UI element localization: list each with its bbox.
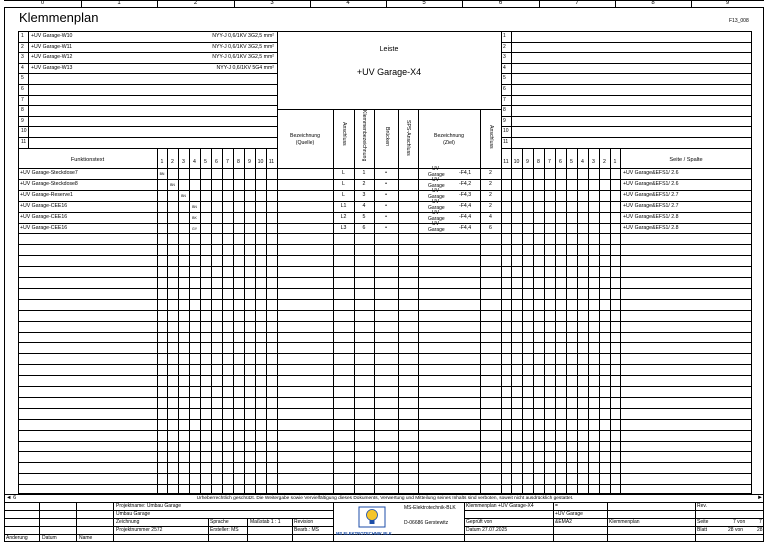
header-bottom [18, 168, 752, 169]
row-anschluss: L2 [340, 213, 347, 220]
row-klemme: 5 [362, 213, 366, 220]
row-mark: BK [192, 215, 197, 220]
row-ziel-bmk: -F4,1 [459, 170, 472, 176]
footer-company: MS-Elektrotechnik-BLK [404, 505, 456, 511]
row-ziel-b: Garage [428, 204, 445, 211]
header-anschluss-ziel: Anschluss [488, 125, 494, 149]
footer-line [464, 510, 764, 511]
mark-col-header-left: 2 [171, 159, 174, 165]
row-mark: GY [191, 226, 198, 231]
header-bezeichnung-ziel-sub: (Ziel) [443, 140, 455, 146]
middle-column-divider [480, 109, 481, 168]
table-row-line [18, 441, 752, 442]
table-row-line [18, 255, 752, 256]
table-row-line [18, 332, 752, 333]
copyright-notice: Urheberrechtlich geschützt. Die Weitergabe sowie Vervielfältigung dieses Dokuments, Verwertung und Mitteilung seines Inhalts sind verboten, soweit nicht ausdrücklich gestattet. [196, 496, 574, 501]
table-row-line [18, 310, 752, 311]
column-number-8: 8 [651, 0, 655, 6]
footer-datum-col: Datum [42, 535, 57, 541]
row-anschluss: L3 [340, 224, 347, 231]
table-row-line [18, 288, 752, 289]
table-row-line [18, 223, 752, 224]
row-ziel-a: UV [432, 166, 439, 172]
mark-col-header-left: 3 [182, 159, 185, 165]
cable-type: NYY-J 0,6/1KV 3G2,5 mm² [212, 43, 274, 50]
strip-label: Leiste [379, 46, 399, 53]
cable-number-left: 3 [21, 54, 24, 61]
cable-num-divider-left [28, 31, 29, 148]
column-divider [81, 0, 82, 7]
row-anschluss: L1 [340, 202, 347, 209]
cable-number-right: 8 [503, 107, 506, 114]
column-number-3: 3 [270, 0, 274, 6]
footer-address: D-06686 Gerstewitz [404, 520, 449, 526]
cable-row-line-left [18, 95, 277, 96]
cable-row-line-left [18, 84, 277, 85]
row-ziel-b: Garage [428, 215, 445, 222]
column-number-9: 9 [725, 0, 730, 6]
cable-row-line-right [501, 84, 752, 85]
cable-number-left: 10 [21, 128, 27, 135]
header-top-right [501, 148, 752, 149]
cable-number-right: 1 [503, 33, 506, 39]
column-number-6: 6 [498, 0, 503, 6]
cable-number-right: 6 [503, 86, 506, 92]
mark-col-header-left: 11 [268, 159, 275, 165]
row-ziel-a: UV [432, 187, 439, 194]
row-klemme: 2 [362, 180, 366, 187]
footer-rev: Rev. [697, 503, 707, 509]
cable-row-line-left [18, 126, 277, 127]
footer-divider [333, 502, 334, 542]
row-funktionstext: +UV Garage-CEE16 [20, 213, 68, 220]
header-klemmenbezeichnung: Klemmenbezeichnung [361, 110, 367, 162]
footer-projekt: Umbau Garage [116, 511, 151, 517]
mark-col-header-left: 4 [193, 159, 196, 165]
cable-number-left: 8 [21, 107, 24, 114]
column-divider [691, 0, 692, 7]
header-anschluss: Anschluss [341, 122, 347, 146]
footer-divider [39, 502, 40, 542]
cable-number-right: 3 [503, 54, 506, 61]
header-bruecken: Brücken [384, 127, 390, 147]
cable-row-line-right [501, 31, 752, 32]
page-back-indicator: ◄ 6 [6, 495, 17, 501]
row-bruecke: • [385, 213, 387, 220]
column-number-7: 7 [575, 0, 579, 6]
row-funktionstext: +UV Garage-Reserve1 [20, 191, 73, 198]
cable-number-left: 5 [21, 75, 24, 82]
cable-row-line-left [18, 73, 277, 74]
header-bezeichnung-ziel: Bezeichnung [434, 133, 464, 139]
footer-bearb: Bearb.: MS [294, 527, 320, 533]
cable-name: +UV Garage-W11 [31, 43, 72, 50]
company-logo-bulb-icon [356, 505, 388, 529]
cable-num-divider-right [511, 31, 512, 148]
cable-row-line-right [501, 137, 752, 138]
footer-divider [553, 502, 554, 542]
cable-number-right: 11 [503, 139, 509, 145]
row-seite-spalte: +UV Garage&EFS1/ 2.6 [623, 180, 679, 187]
mark-col-header-left: 5 [204, 159, 207, 165]
row-seite-spalte: +UV Garage&EFS1/ 2.8 [623, 213, 679, 220]
row-ziel-a: UV [432, 198, 439, 205]
row-ziel-bmk: -F4,4 [459, 202, 472, 209]
footer-revision: Revision [294, 519, 314, 525]
middle-column-divider [354, 109, 355, 168]
row-anschluss-ziel: 2 [489, 202, 492, 209]
table-row-line [18, 233, 752, 234]
footer-divider [292, 518, 293, 542]
table-row-line [18, 473, 752, 474]
table-row-line [18, 277, 752, 278]
footer-seite-value: 7 von [733, 519, 746, 525]
cable-type: NYY-J 0,6/1KV 3G2,5 mm² [212, 54, 274, 61]
row-seite-spalte: +UV Garage&EFS1/ 2.7 [623, 191, 679, 198]
row-anschluss-ziel: 2 [489, 170, 492, 176]
cable-name: +UV Garage-W12 [31, 54, 73, 61]
row-ziel-bmk: -F4,3 [459, 191, 472, 198]
table-row-line [18, 244, 752, 245]
table-row-line [18, 484, 752, 485]
footer-seite-total: 7 [759, 519, 762, 525]
footer-sprache: Sprache [210, 519, 229, 525]
middle-column-divider [374, 109, 375, 168]
column-number-4: 4 [346, 0, 350, 6]
table-row-line [18, 375, 752, 376]
middle-header-top [277, 109, 501, 110]
footer-datum: Datum 27.07.2025 [466, 527, 508, 533]
mark-col-header-right: 9 [526, 159, 529, 165]
footer-line [4, 526, 113, 527]
cable-number-left: 1 [21, 33, 24, 39]
footer-line [4, 518, 113, 519]
row-bruecke: • [385, 191, 387, 198]
table-row-line [18, 419, 752, 420]
column-divider [539, 0, 540, 7]
cable-row-line-right [501, 63, 752, 64]
footer-blatt: Blatt [697, 527, 708, 533]
table-row-line [18, 179, 752, 180]
column-number-1: 1 [117, 0, 121, 6]
header-seite-spalte: Seite / Spalte [669, 157, 703, 163]
main-grid-frame [18, 31, 752, 494]
mark-col-header-right: 3 [592, 159, 595, 165]
table-row-line [18, 353, 752, 354]
row-klemme: 3 [362, 191, 366, 198]
footer-ersteller: Ersteller: MS [210, 527, 239, 533]
footer-zeichnung: Zeichnung [116, 519, 140, 525]
table-row-line [18, 386, 752, 387]
column-divider [310, 0, 311, 7]
cable-row-line-left [18, 63, 277, 64]
cable-number-left: 6 [21, 86, 24, 92]
row-anschluss-ziel: 2 [489, 191, 492, 198]
column-number-5: 5 [422, 0, 426, 6]
cable-number-right: 4 [503, 64, 506, 71]
mark-col-header-right: 6 [559, 159, 562, 165]
cable-row-line-right [501, 95, 752, 96]
row-ziel-bmk: -F4,4 [459, 224, 472, 231]
cable-name: +UV Garage-W10 [31, 33, 73, 39]
cable-number-right: 7 [503, 96, 506, 103]
row-ziel-b: Garage [428, 172, 445, 178]
row-bruecke: • [385, 202, 387, 209]
table-row-line [18, 408, 752, 409]
footer-projektnummer: Projektnummer 2572 [116, 527, 163, 533]
cable-row-line-left [18, 31, 277, 32]
footer-klemmenplan: Klemmenplan [609, 519, 640, 525]
row-mark: BN [170, 182, 175, 187]
row-anschluss: L [342, 191, 345, 198]
middle-column-divider [398, 109, 399, 168]
cable-row-line-left [18, 52, 277, 53]
mark-col-header-right: 5 [570, 159, 573, 165]
cable-row-line-right [501, 52, 752, 53]
footer-divider [113, 502, 114, 542]
row-mark: BN [192, 204, 197, 209]
column-number-0: 0 [40, 0, 45, 6]
row-funktionstext: +UV Garage-Steckdose8 [20, 180, 78, 187]
cable-type: NYY-J 0,6/1KV 3G2,5 mm² [212, 33, 274, 39]
row-ziel-bmk: -F4,4 [459, 213, 472, 220]
footer-geprueft: Geprüft von [466, 519, 493, 525]
mark-col-header-left: 7 [226, 159, 229, 165]
footer-blatt-total: 28 [757, 527, 763, 533]
row-mark: BN [181, 193, 186, 198]
mark-col-header-right: 2 [603, 159, 606, 165]
cable-number-left: 11 [21, 139, 27, 145]
header-bezeichnung-quelle-sub: (Quelle) [295, 140, 315, 146]
cable-number-left: 9 [21, 117, 24, 124]
row-ziel-b: Garage [428, 226, 445, 233]
mark-col-header-left: 1 [160, 159, 164, 165]
footer-blatt-value: 28 von [728, 527, 744, 533]
footer-aenderung: Änderung [6, 535, 28, 541]
cable-number-right: 5 [503, 75, 506, 82]
footer-name-col: Name [79, 535, 93, 541]
row-bruecke: • [385, 180, 387, 187]
row-ziel-b: Garage [428, 193, 445, 200]
cable-row-line-left [18, 116, 277, 117]
mark-col-header-left: 9 [248, 159, 251, 165]
mark-col-header-right: 4 [581, 159, 584, 165]
table-row-line [18, 190, 752, 191]
cable-number-left: 2 [21, 43, 24, 50]
footer-ema: &EMA2 [555, 519, 572, 525]
row-ziel-b: Garage [428, 182, 445, 189]
row-ziel-bmk: -F4,2 [459, 180, 472, 187]
row-funktionstext: +UV Garage-CEE16 [20, 224, 68, 231]
footer-klemmenplan-ref: Klemmenplan +UV Garage-X4 [466, 503, 534, 509]
cable-row-line-right [501, 105, 752, 106]
footer-seite: Seite [697, 519, 709, 525]
table-row-line [18, 299, 752, 300]
row-funktionstext: +UV Garage-Steckdose7 [20, 170, 78, 176]
table-row-line [18, 266, 752, 267]
middle-column-divider [333, 109, 334, 168]
row-seite-spalte: +UV Garage&EFS1/ 2.8 [623, 224, 679, 231]
table-row-line [18, 212, 752, 213]
footer-divider [695, 502, 696, 542]
column-strip-border [4, 7, 764, 8]
table-row-line [18, 397, 752, 398]
row-bruecke: • [385, 224, 387, 231]
footer-massstab: Maßstab 1 : 1 [250, 519, 281, 525]
mark-col-header-right: 8 [537, 159, 540, 165]
row-anschluss-ziel: 4 [489, 213, 492, 220]
cable-row-line-left [18, 105, 277, 106]
cable-number-right: 9 [503, 117, 506, 124]
cable-type: NYY-J 0,6/1KV 5G4 mm² [216, 64, 274, 71]
mark-col-header-left: 6 [215, 159, 218, 165]
header-top-left [18, 148, 277, 149]
footer-divider [464, 502, 465, 542]
table-row-line [18, 201, 752, 202]
cable-row-line-right [501, 42, 752, 43]
row-anschluss-ziel: 2 [489, 180, 492, 187]
column-divider [157, 0, 158, 7]
footer-line [4, 510, 113, 511]
row-ziel-a: UV [432, 176, 439, 183]
cable-number-left: 7 [21, 96, 24, 103]
column-strip-top [4, 0, 764, 1]
mark-col-header-right: 1 [613, 159, 617, 165]
row-klemme: 4 [362, 202, 366, 209]
mark-col-header-right: 10 [513, 159, 520, 165]
column-divider [462, 0, 463, 7]
table-row-line [18, 451, 752, 452]
row-ziel-a: UV [432, 209, 439, 216]
footer-divider [607, 502, 608, 542]
page-title: Klemmenplan [19, 10, 99, 25]
cable-number-left: 4 [21, 64, 24, 71]
header-sps-anschluss: SPS-Anschluss [405, 120, 411, 156]
row-klemme: 1 [362, 170, 366, 176]
table-row-line [18, 462, 752, 463]
column-divider [386, 0, 387, 7]
page-forward-indicator: ► [757, 495, 763, 501]
cable-row-line-left [18, 137, 277, 138]
cable-number-right: 2 [503, 43, 506, 50]
column-number-2: 2 [193, 0, 198, 6]
row-anschluss-ziel: 6 [489, 224, 492, 231]
footer-line [464, 526, 764, 527]
cable-row-line-left [18, 42, 277, 43]
cable-name: +UV Garage-W13 [31, 64, 73, 71]
row-mark: BN [159, 172, 165, 176]
row-anschluss: L [342, 180, 345, 187]
table-row-line [18, 342, 752, 343]
table-row-line [18, 430, 752, 431]
strip-name: +UV Garage-X4 [356, 67, 422, 77]
table-row-line [18, 364, 752, 365]
row-funktionstext: +UV Garage-CEE16 [20, 202, 68, 209]
mark-col-header-left: 8 [237, 159, 240, 165]
mark-col-header-left: 10 [257, 159, 264, 165]
row-seite-spalte: +UV Garage&EFS1/ 2.7 [623, 202, 679, 209]
column-divider [615, 0, 616, 7]
mark-col-header-right: 7 [548, 159, 551, 165]
cable-row-line-right [501, 73, 752, 74]
row-klemme: 6 [362, 224, 366, 231]
row-seite-spalte: +UV Garage&EFS1/ 2.6 [623, 170, 679, 176]
company-logo-text: MS ELEKTROTECHNIK BLK [336, 531, 392, 536]
footer-equals: = [555, 503, 558, 509]
footer-uv: +UV Garage [555, 511, 583, 517]
cable-row-line-right [501, 126, 752, 127]
header-funktionstext: Funktionstext [70, 157, 105, 163]
row-bruecke: • [385, 170, 387, 176]
mark-col-header-right: 11 [503, 159, 509, 165]
cable-number-right: 10 [503, 128, 509, 135]
table-row-line [18, 321, 752, 322]
page-code: F13_008 [729, 18, 749, 24]
footer-divider [76, 502, 77, 542]
footer-divider [208, 518, 209, 542]
row-ziel-a: UV [432, 220, 439, 227]
row-anschluss: L [342, 170, 345, 176]
footer-divider [247, 518, 248, 542]
footer-projektname: Projektname: Umbau Garage [116, 503, 182, 509]
header-bezeichnung-quelle: Bezeichnung [290, 133, 320, 139]
cable-row-line-right [501, 116, 752, 117]
column-divider [234, 0, 235, 7]
